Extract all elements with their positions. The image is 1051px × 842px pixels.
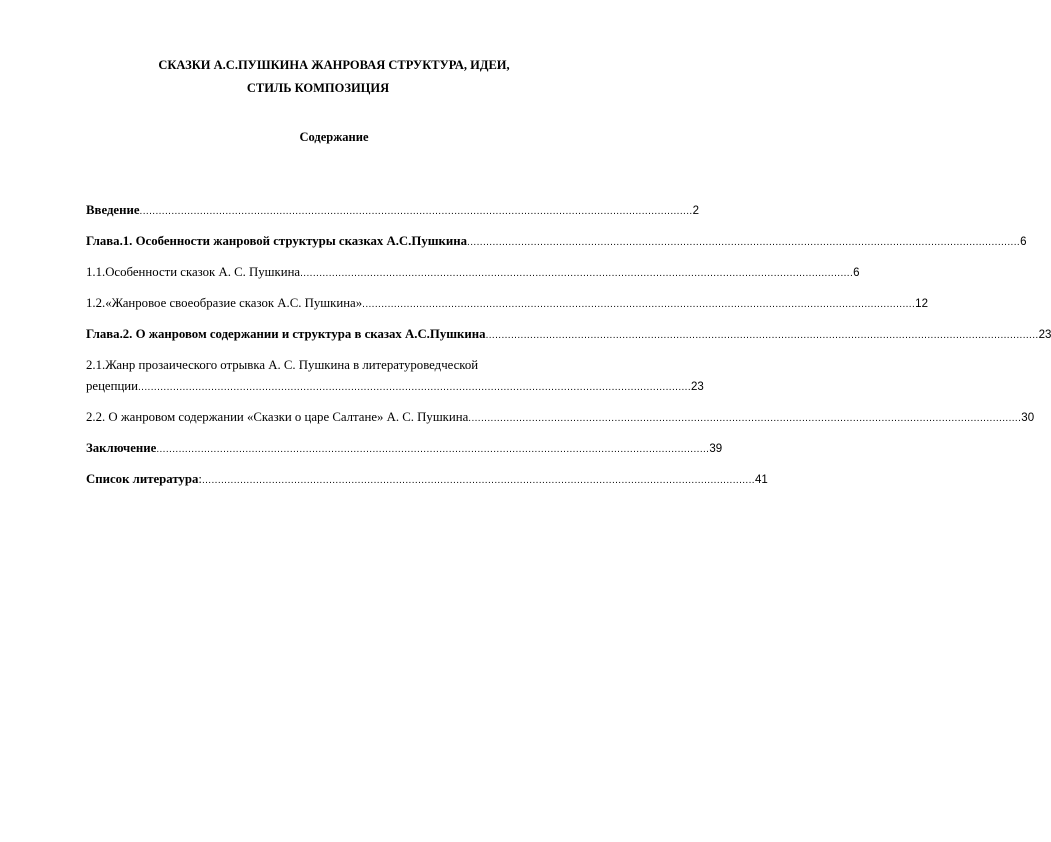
toc-entry-conclusion[interactable] <box>86 440 723 458</box>
toc-page-number: 30 <box>1021 412 1035 424</box>
toc-heading: Содержание <box>299 130 369 144</box>
toc-entry-chapter-2[interactable] <box>86 326 1051 344</box>
toc-page-number: 2 <box>692 205 699 217</box>
toc-entry-section-1-2[interactable] <box>86 295 928 313</box>
toc-entry-label: Глава.1. Особенности жанровой структуры сказках А.С.Пушкина <box>86 234 468 248</box>
toc-leader-dots: .............................................................................................................................................................................. <box>201 475 755 486</box>
toc-entry-label: 1.2.«Жанровое своеобразие сказок А.С. Пушкина» <box>86 296 363 310</box>
toc-entry-references[interactable] <box>86 471 768 489</box>
toc-leader-dots: .............................................................................................................................................................................. <box>485 330 1039 341</box>
toc-leader-dots: .............................................................................................................................................................................. <box>139 206 693 217</box>
toc-leader-dots: .............................................................................................................................................................................. <box>468 413 1022 424</box>
toc-entry-introduction[interactable] <box>86 202 699 220</box>
toc-entry-suffix: : <box>198 472 202 486</box>
toc-entry-label: Список литература <box>86 472 199 486</box>
toc-entry-label: Глава.2. О жанровом содержании и структура в сказах А.С.Пушкина <box>86 327 486 341</box>
toc-leader-dots: .............................................................................................................................................................................. <box>138 382 692 393</box>
toc-entry-label: 1.1.Особенности сказок А. С. Пушкина <box>86 265 301 279</box>
toc-entry-label: 2.2. О жанровом содержании «Сказки о царе Салтане» А. С. Пушкина <box>86 410 469 424</box>
document-title-line2: СТИЛЬ КОМПОЗИЦИЯ <box>246 81 390 95</box>
toc-page-number: 41 <box>754 474 768 486</box>
toc-leader-dots: .............................................................................................................................................................................. <box>156 444 710 455</box>
toc-entry-label: рецепции <box>86 379 138 393</box>
toc-page-number: 6 <box>853 267 860 279</box>
toc-entry-section-2-2[interactable] <box>86 409 1035 427</box>
document-title-line1: СКАЗКИ А.С.ПУШКИНА ЖАНРОВАЯ СТРУКТУРА, ИДЕИ, <box>158 58 510 72</box>
toc-page-number: 12 <box>915 298 928 310</box>
toc-leader-dots: .............................................................................................................................................................................. <box>300 268 854 279</box>
toc-entry-label: Введение <box>86 203 140 217</box>
toc-page-number: 39 <box>709 443 723 455</box>
toc-entry-chapter-1[interactable] <box>86 233 1027 251</box>
toc-entry-section-1-1[interactable] <box>86 264 860 282</box>
toc-entry-label: Заключение <box>86 441 157 455</box>
toc-entry-section-2-1-line1[interactable]: 2.1.Жанр прозаического отрывка А. С. Пушкина в литературоведческой <box>86 358 479 372</box>
toc-page-number: 6 <box>1020 236 1027 248</box>
toc-entry-section-2-1[interactable] <box>86 378 704 396</box>
toc-page-number: 23 <box>691 381 704 393</box>
toc-leader-dots: .............................................................................................................................................................................. <box>467 237 1021 248</box>
toc-leader-dots: .............................................................................................................................................................................. <box>362 299 916 310</box>
toc-page-number: 23 <box>1038 329 1051 341</box>
